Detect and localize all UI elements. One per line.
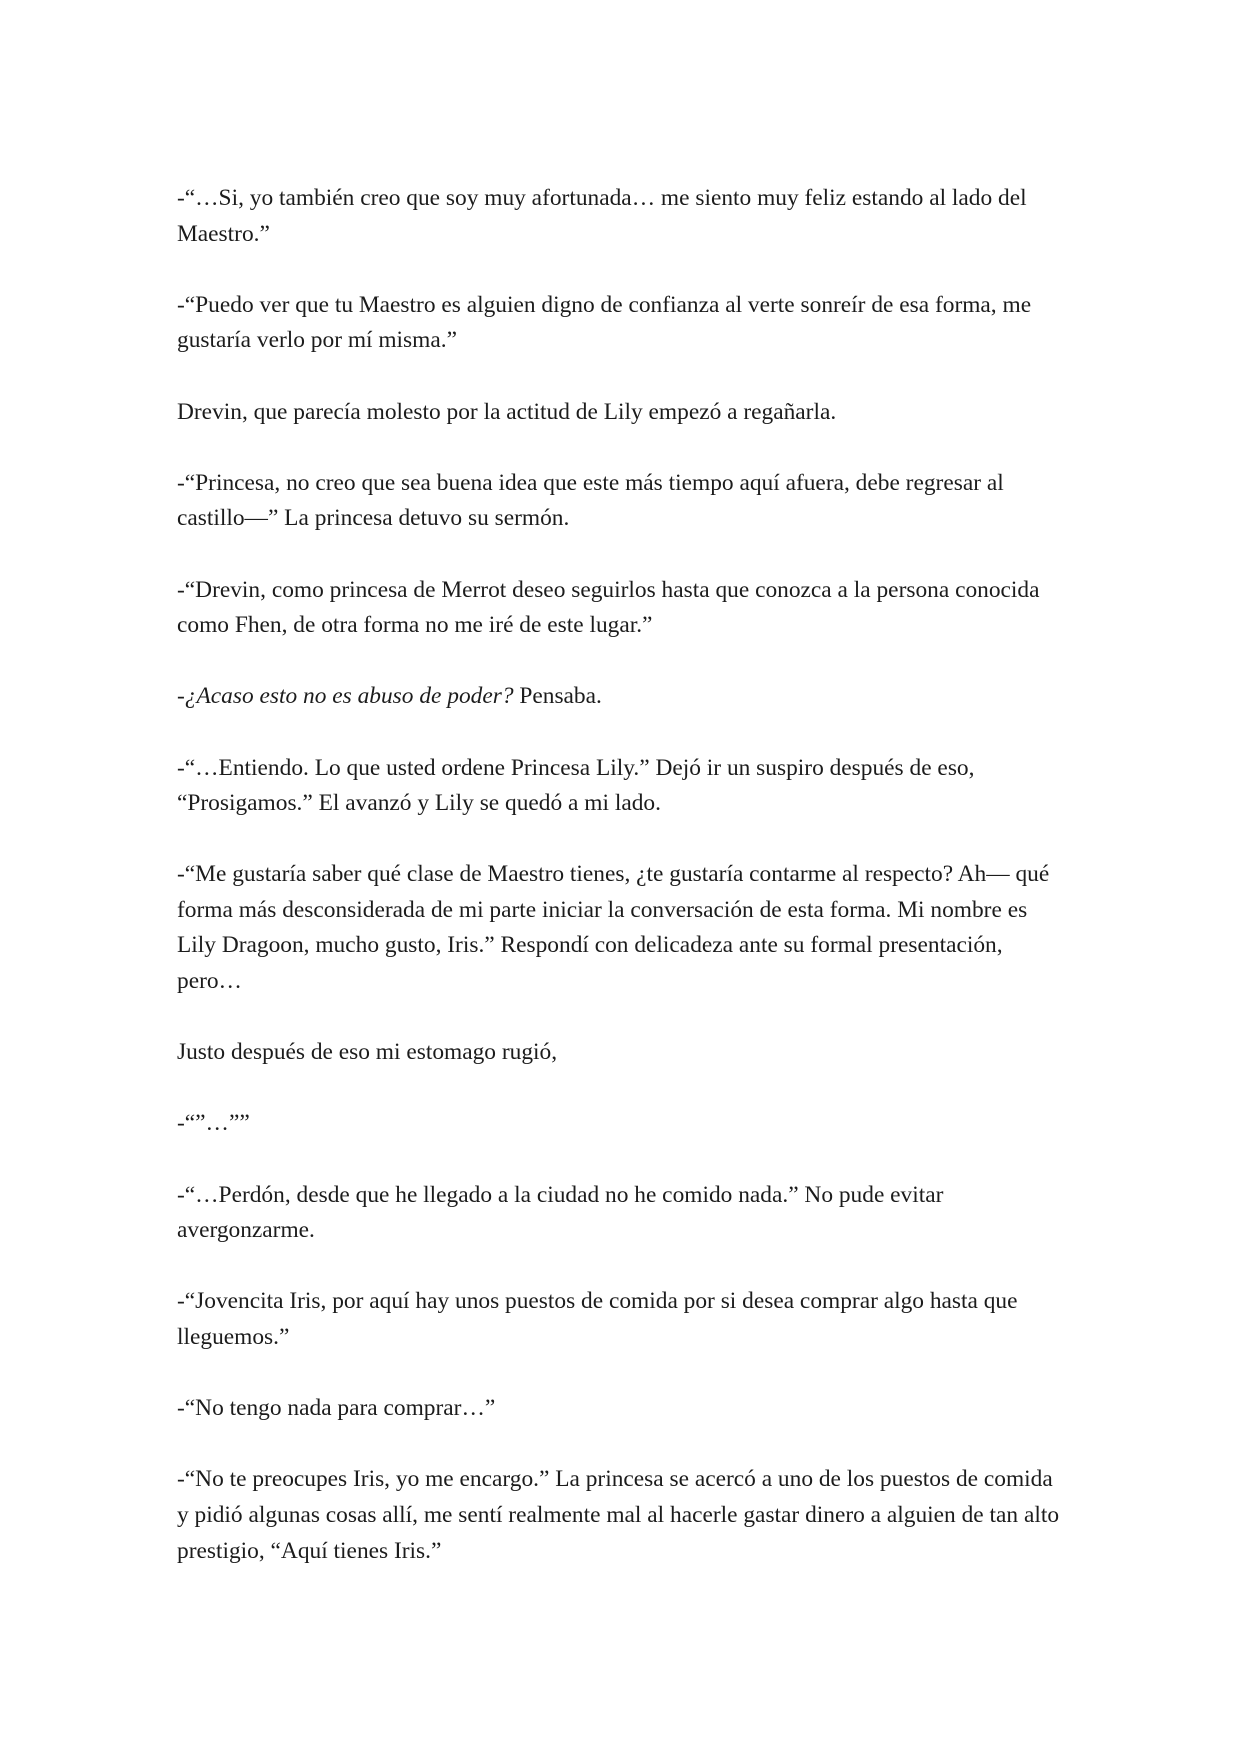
paragraph: -“…Perdón, desde que he llegado a la ciudad no he comido nada.” No pude evitar avergonzarme. [177, 1181, 944, 1244]
paragraph: -“Puedo ver que tu Maestro es alguien digno de confianza al verte sonreír de esa forma, me gustaría verlo por mí misma.” [177, 291, 1032, 354]
narration-paragraph: Justo después de eso mi estomago rugió, [177, 1039, 558, 1066]
thought-tag: Pensaba. [513, 683, 602, 710]
paragraph: -“No tengo nada para comprar…” [177, 1395, 496, 1422]
inner-thought: -¿Acaso esto no es abuso de poder? [177, 683, 514, 710]
paragraph: -“…Entiendo. Lo que usted ordene Princesa Lily.” Dejó ir un suspiro después de eso, “Prosigamos.” El avanzó y Lily se quedó a mi lado. [177, 754, 975, 817]
paragraph: -“Princesa, no creo que sea buena idea que este más tiempo aquí afuera, debe regresar al castillo—” La princesa detuvo su sermón. [177, 469, 1004, 532]
paragraph: -“Me gustaría saber qué clase de Maestro tienes, ¿te gustaría contarme al respecto? Ah— qué forma más desconsiderada de mi parte iniciar la conversación de esta forma. Mi nombre es Lily Dragoon, mucho gusto, Iris.” Respondí con delicadeza ante su formal presentación, pero… [177, 861, 1050, 995]
paragraph: -“No te preocupes Iris, yo me encargo.” La princesa se acercó a uno de los puestos de comida y pidió algunas cosas allí, me sentí realmente mal al hacerle gastar dinero a alguien de tan alto prestigio, “Aquí tienes Iris.” [177, 1466, 1060, 1564]
thought-paragraph [177, 679, 1067, 715]
narration-paragraph: Drevin, que parecía molesto por la actitud de Lily empezó a regañarla. [177, 398, 837, 425]
paragraph: -“Jovencita Iris, por aquí hay unos puestos de comida por si desea comprar algo hasta que lleguemos.” [177, 1288, 1018, 1350]
paragraph: -“”…”” [177, 1110, 250, 1137]
body-text [177, 181, 1067, 1569]
paragraph: -“Drevin, como princesa de Merrot deseo seguirlos hasta que conozca a la persona conocida como Fhen, de otra forma no me iré de este lugar.” [177, 576, 1040, 639]
paragraph: -“…Si, yo también creo que soy muy afortunada… me siento muy feliz estando al lado del Maestro.” [177, 185, 1027, 247]
